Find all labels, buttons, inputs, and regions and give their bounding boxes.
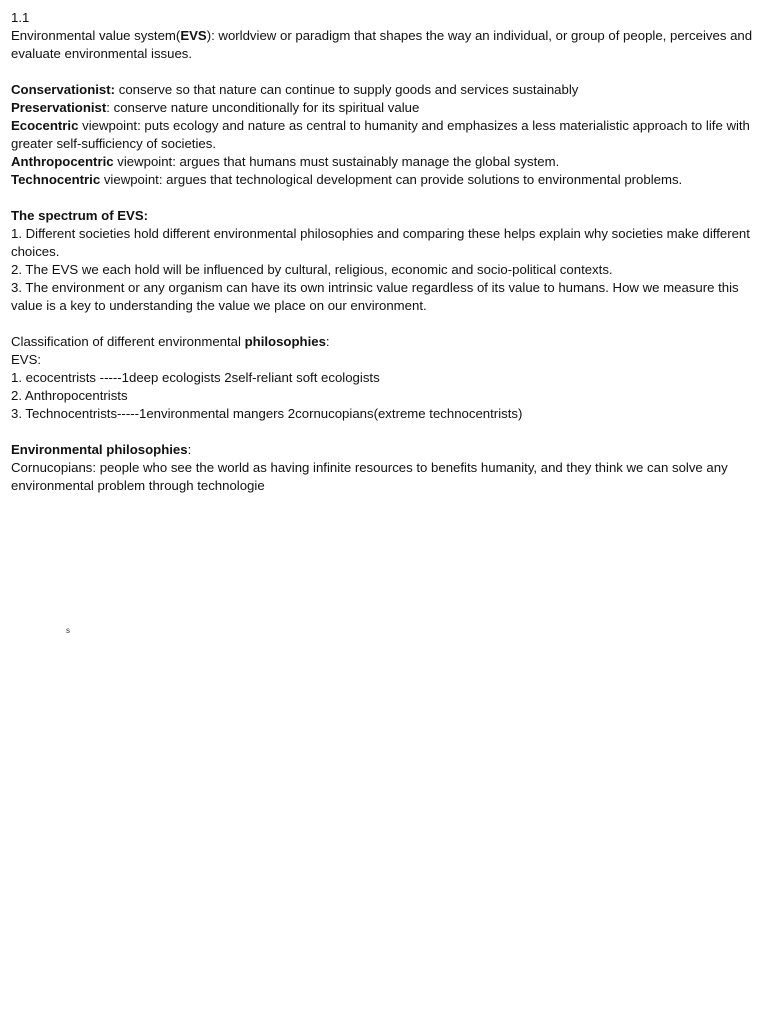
evs-definition-text: Environmental value system( <box>11 28 181 43</box>
classification-item: 1. ecocentrists -----1deep ecologists 2self-reliant soft ecologists <box>11 370 380 385</box>
paragraph-gap <box>11 423 757 441</box>
viewpoint-term: Technocentric <box>11 172 101 187</box>
viewpoint-term: Anthropocentric <box>11 154 114 169</box>
viewpoint-anthropocentric <box>11 153 757 171</box>
classification-subheading: EVS: <box>11 352 42 367</box>
section-number: 1.1 <box>11 10 30 25</box>
classification-text: Classification of different environmental <box>11 334 245 349</box>
philosophies-heading <box>11 441 757 459</box>
viewpoint-term: Preservationist <box>11 100 107 115</box>
viewpoint-ecocentric <box>11 117 757 153</box>
spectrum-item: 1. Different societies hold different environmental philosophies and comparing these helps explain why societies make different choices. <box>11 226 750 259</box>
document-body <box>11 9 757 495</box>
paragraph-gap <box>11 189 757 207</box>
philosophies-colon: : <box>187 442 192 457</box>
classification-colon: : <box>325 334 330 349</box>
viewpoint-definition: : conserve nature unconditionally for its spiritual value <box>106 100 420 115</box>
viewpoint-term: Conservationist: <box>11 82 116 97</box>
viewpoint-term: Ecocentric <box>11 118 79 133</box>
spectrum-item: 2. The EVS we each hold will be influenced by cultural, religious, economic and socio-political contexts. <box>11 262 613 277</box>
spectrum-title: The spectrum of EVS: <box>11 208 149 223</box>
classification-item: 3. Technocentrists-----1environmental mangers 2cornucopians(extreme technocentrists) <box>11 406 523 421</box>
classification-item: 2. Anthropocentrists <box>11 388 128 403</box>
evs-abbreviation: EVS <box>180 28 207 43</box>
viewpoint-definition: viewpoint: argues that humans must sustainably manage the global system. <box>113 154 560 169</box>
classification-term: philosophies <box>244 334 326 349</box>
spectrum-item: 3. The environment or any organism can have its own intrinsic value regardless of its value to humans. How we measure this value is a key to understanding the value we place on our environment. <box>11 280 739 313</box>
spectrum-heading <box>11 207 757 225</box>
viewpoint-definition: conserve so that nature can continue to supply goods and services sustainably <box>115 82 579 97</box>
viewpoint-technocentric <box>11 171 757 189</box>
philosophies-title: Environmental philosophies <box>11 442 188 457</box>
evs-definition-rest: ): worldview or paradigm that shapes the way an individual, or group of people, perceives and evaluate environmental issues. <box>11 28 753 61</box>
classification-heading <box>11 333 757 351</box>
cornucopians-definition: Cornucopians: people who see the world as having infinite resources to benefits humanity, and they think we can solve any environmental problem through technologie <box>11 460 728 493</box>
viewpoint-preservationist <box>11 99 757 117</box>
stray-mark: s <box>66 626 70 635</box>
paragraph-gap <box>11 63 757 81</box>
viewpoint-conservationist <box>11 81 757 99</box>
viewpoint-definition: viewpoint: puts ecology and nature as central to humanity and emphasizes a less materialistic approach to life with greater self-sufficiency of societies. <box>11 118 750 151</box>
viewpoint-definition: viewpoint: argues that technological development can provide solutions to environmental problems. <box>100 172 683 187</box>
evs-definition <box>11 27 757 63</box>
paragraph-gap <box>11 315 757 333</box>
